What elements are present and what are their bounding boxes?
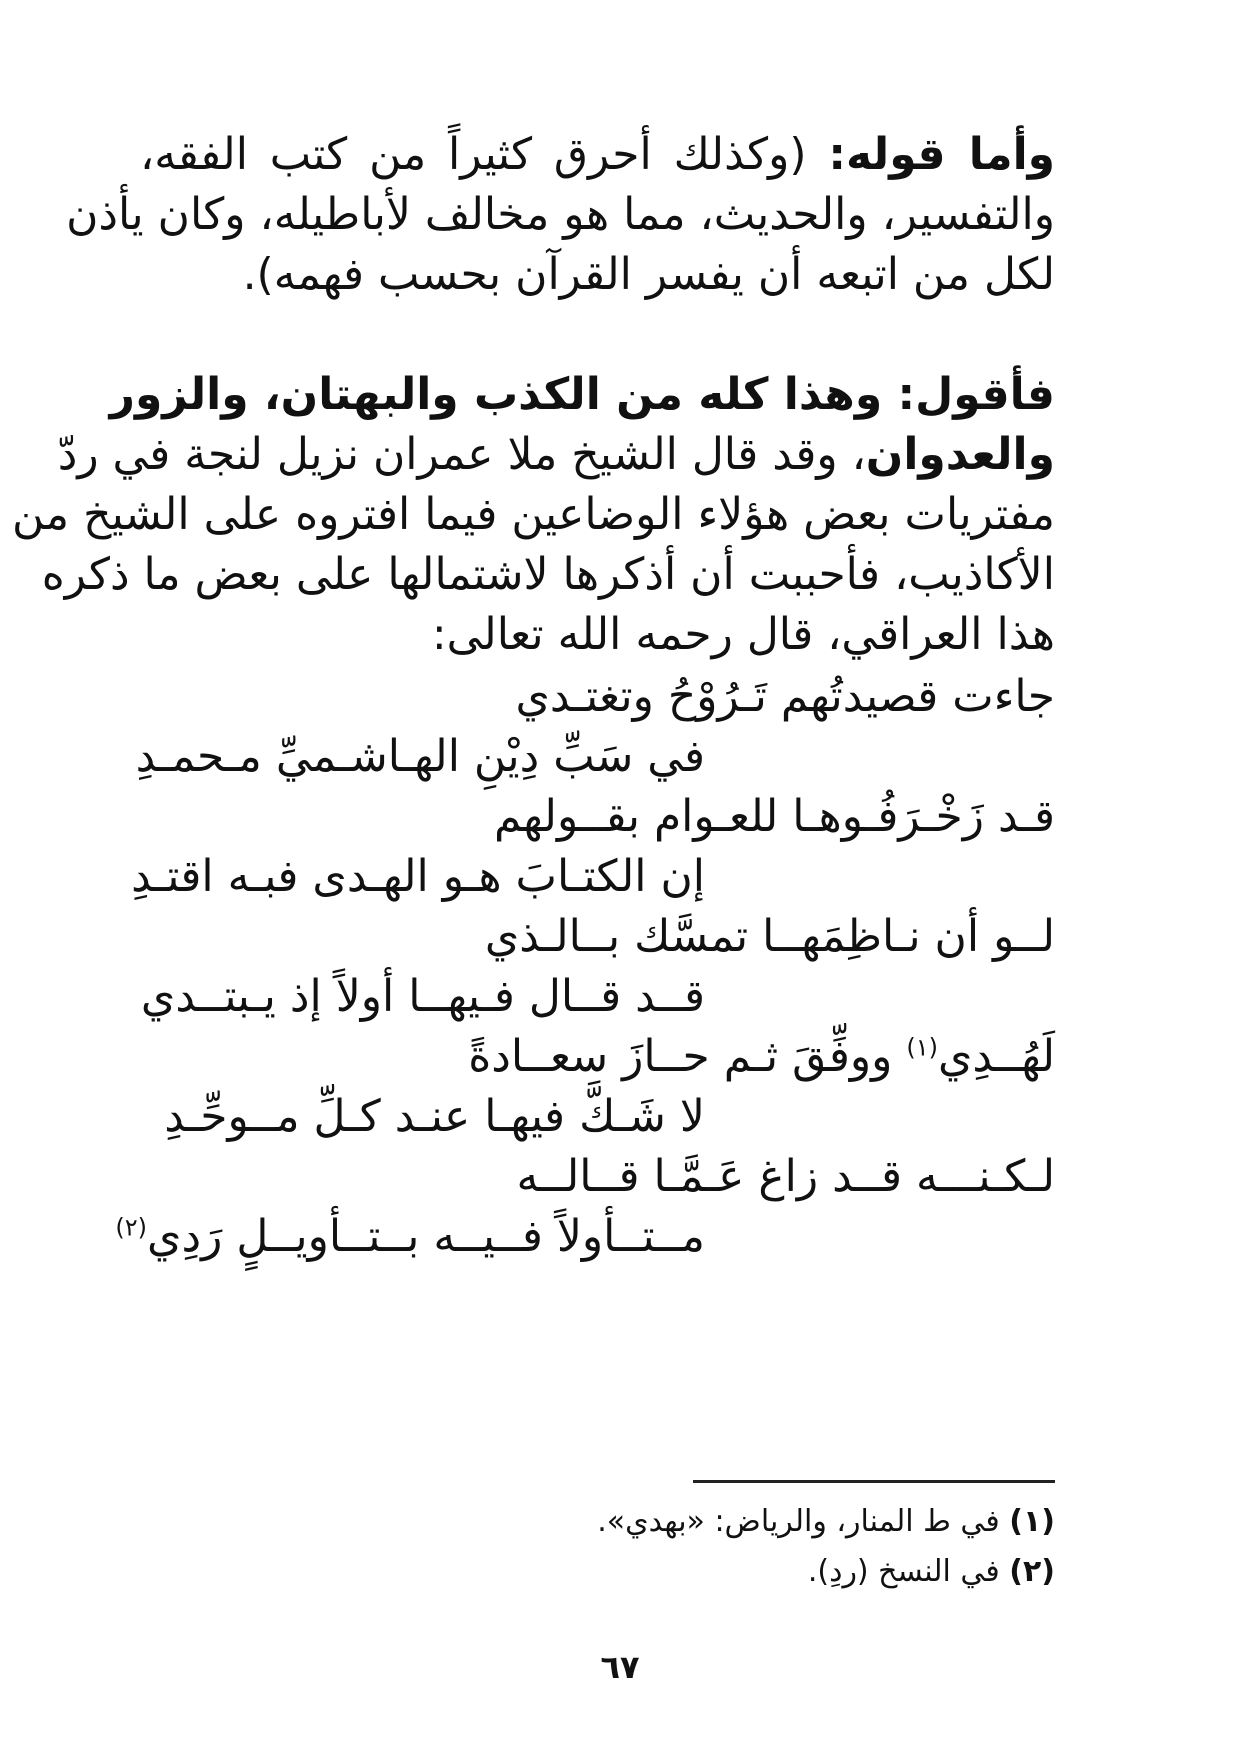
page-number: ٦٧ xyxy=(600,1648,640,1686)
footnote-1-number: (١) xyxy=(1009,1504,1055,1539)
paragraph2-line-4: الأكاذيب، فأحببت أن أذكرها لاشتمالها على بعض ما ذكره xyxy=(41,549,1055,600)
poem-verse-4-first-tail: ووفِّقَ ثـم حــازَ سعــادةً xyxy=(468,1031,907,1082)
footnote-divider xyxy=(693,1480,1055,1483)
poem-verse-3-first: لــو أن نـاظِمَهــا تمسَّك بــالـذي xyxy=(484,911,1055,962)
poem-verse-5-second xyxy=(115,1207,705,1267)
paragraph1-line-1-text: (وكذلك أحرق كثيراً من كتب الفقه، xyxy=(140,129,829,180)
poem-verse-2-first: قـد زَخْـرَفُـوهـا للعـوام بقــولهم xyxy=(493,791,1055,842)
poem-verse-5-first: لـكـنـــه قــد زاغ عَـمَّـا قــالــه xyxy=(516,1151,1055,1202)
footnote-ref-1: (١) xyxy=(906,1033,938,1062)
poem-verse-4-first xyxy=(468,1027,1055,1087)
footnote-1 xyxy=(597,1500,1055,1544)
footnote-2-number: (٢) xyxy=(1009,1554,1055,1589)
footnote-2 xyxy=(808,1550,1055,1594)
paragraph1-line-3: لكل من اتبعه أن يفسر القرآن بحسب فهمه). xyxy=(242,249,1055,300)
paragraph1-line-2: والتفسير، والحديث، مما هو مخالف لأباطيله، وكان يأذن xyxy=(66,189,1055,240)
paragraph1-lead: وأما قوله: xyxy=(828,129,1055,180)
paragraph2-line-2 xyxy=(57,425,1055,485)
paragraph1-line-1 xyxy=(140,125,1055,185)
poem-verse-3-second: قــد قــال فـيهــا أولاً إذ يـبتــدي xyxy=(140,971,705,1022)
poem-verse-5-second-text: مــتــأولاً فــيــه بــتــأويــلٍ رَدِي xyxy=(147,1211,705,1262)
poem-verse-4-first-word: لَهُــدِي xyxy=(937,1031,1055,1082)
poem-verse-1-second: في سَبِّ دِيْنِ الهـاشـميِّ مـحمـدِ xyxy=(135,731,705,782)
footnote-1-text: في ط المنار، والرياض: «بهدي». xyxy=(597,1504,1010,1539)
paragraph2-line-2-bold: والعدوان xyxy=(865,429,1055,480)
paragraph2-line-5: هذا العراقي، قال رحمه الله تعالى: xyxy=(431,609,1055,660)
poem-verse-1-first: جاءت قصيدتُهم تَـرُوْحُ وتغتـدي xyxy=(515,671,1055,722)
footnote-ref-2: (٢) xyxy=(115,1213,148,1242)
paragraph2-line-3: مفتريات بعض هؤلاء الوضاعين فيما افتروه على الشيخ من xyxy=(12,489,1055,540)
poem-verse-2-second: إن الكتـابَ هـو الهـدى فبـه اقتـدِ xyxy=(131,851,705,902)
paragraph2-line-2-text: ، وقد قال الشيخ ملا عمران نزيل لنجة في ردّ xyxy=(57,429,866,480)
poem-verse-4-second: لا شَـكَّ فيهـا عنـد كـلِّ مــوحِّـدِ xyxy=(164,1091,705,1142)
paragraph2-line-1: فأقول: وهذا كله من الكذب والبهتان، والزور xyxy=(109,369,1055,420)
footnote-2-text: في النسخ (ردِ). xyxy=(807,1554,1010,1589)
